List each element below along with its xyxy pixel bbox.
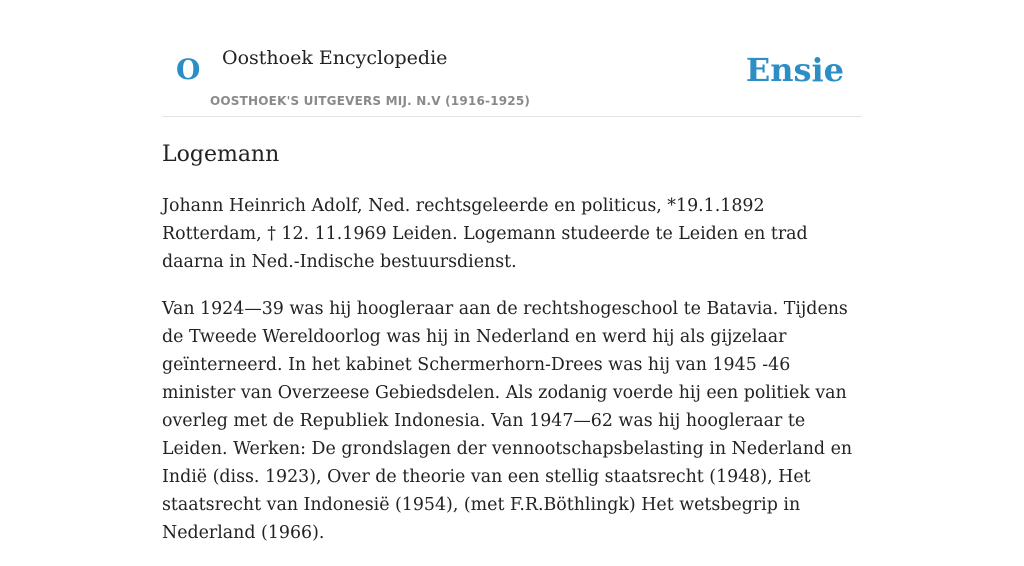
- source-logo[interactable]: O: [176, 53, 201, 86]
- ensie-brand-logo[interactable]: Ensie: [745, 51, 844, 89]
- source-header: [162, 0, 862, 117]
- source-subtitle: OOSTHOEK'S UITGEVERS MIJ. N.V (1916-1925): [210, 94, 531, 108]
- article-paragraph: Van 1924—39 was hij hoogleraar aan de rechtshogeschool te Batavia. Tijdens de Tweede Wereldoorlog was hij in Nederland en werd hij als gijzelaar geïnterneerd. In het kabinet Schermerhorn-Drees was hij van 1945 -46 minister van Overzeese Gebiedsdelen. Als zodanig voerde hij een politiek van overleg met de Republiek Indonesia. Van 1947—62 was hij hoogleraar te Leiden. Werken: De grondslagen der vennootschapsbelasting in Nederland en Indië (diss. 1923), Over de theorie van een stellig staatsrecht (1948), Het staatsrecht van Indonesië (1954), (met F.R.Böthlingk) Het wetsbegrip in Nederland (1966).: [162, 299, 853, 543]
- article-paragraph: Johann Heinrich Adolf, Ned. rechtsgeleerde en politicus, *19.1.1892 Rotterdam, † 12. 11.1969 Leiden. Logemann studeerde te Leiden en trad daarna in Ned.-Indische bestuursdienst.: [162, 196, 808, 272]
- article-body: [162, 192, 862, 566]
- article-title: Logemann: [162, 142, 280, 167]
- source-title-link[interactable]: Oosthoek Encyclopedie: [222, 47, 448, 69]
